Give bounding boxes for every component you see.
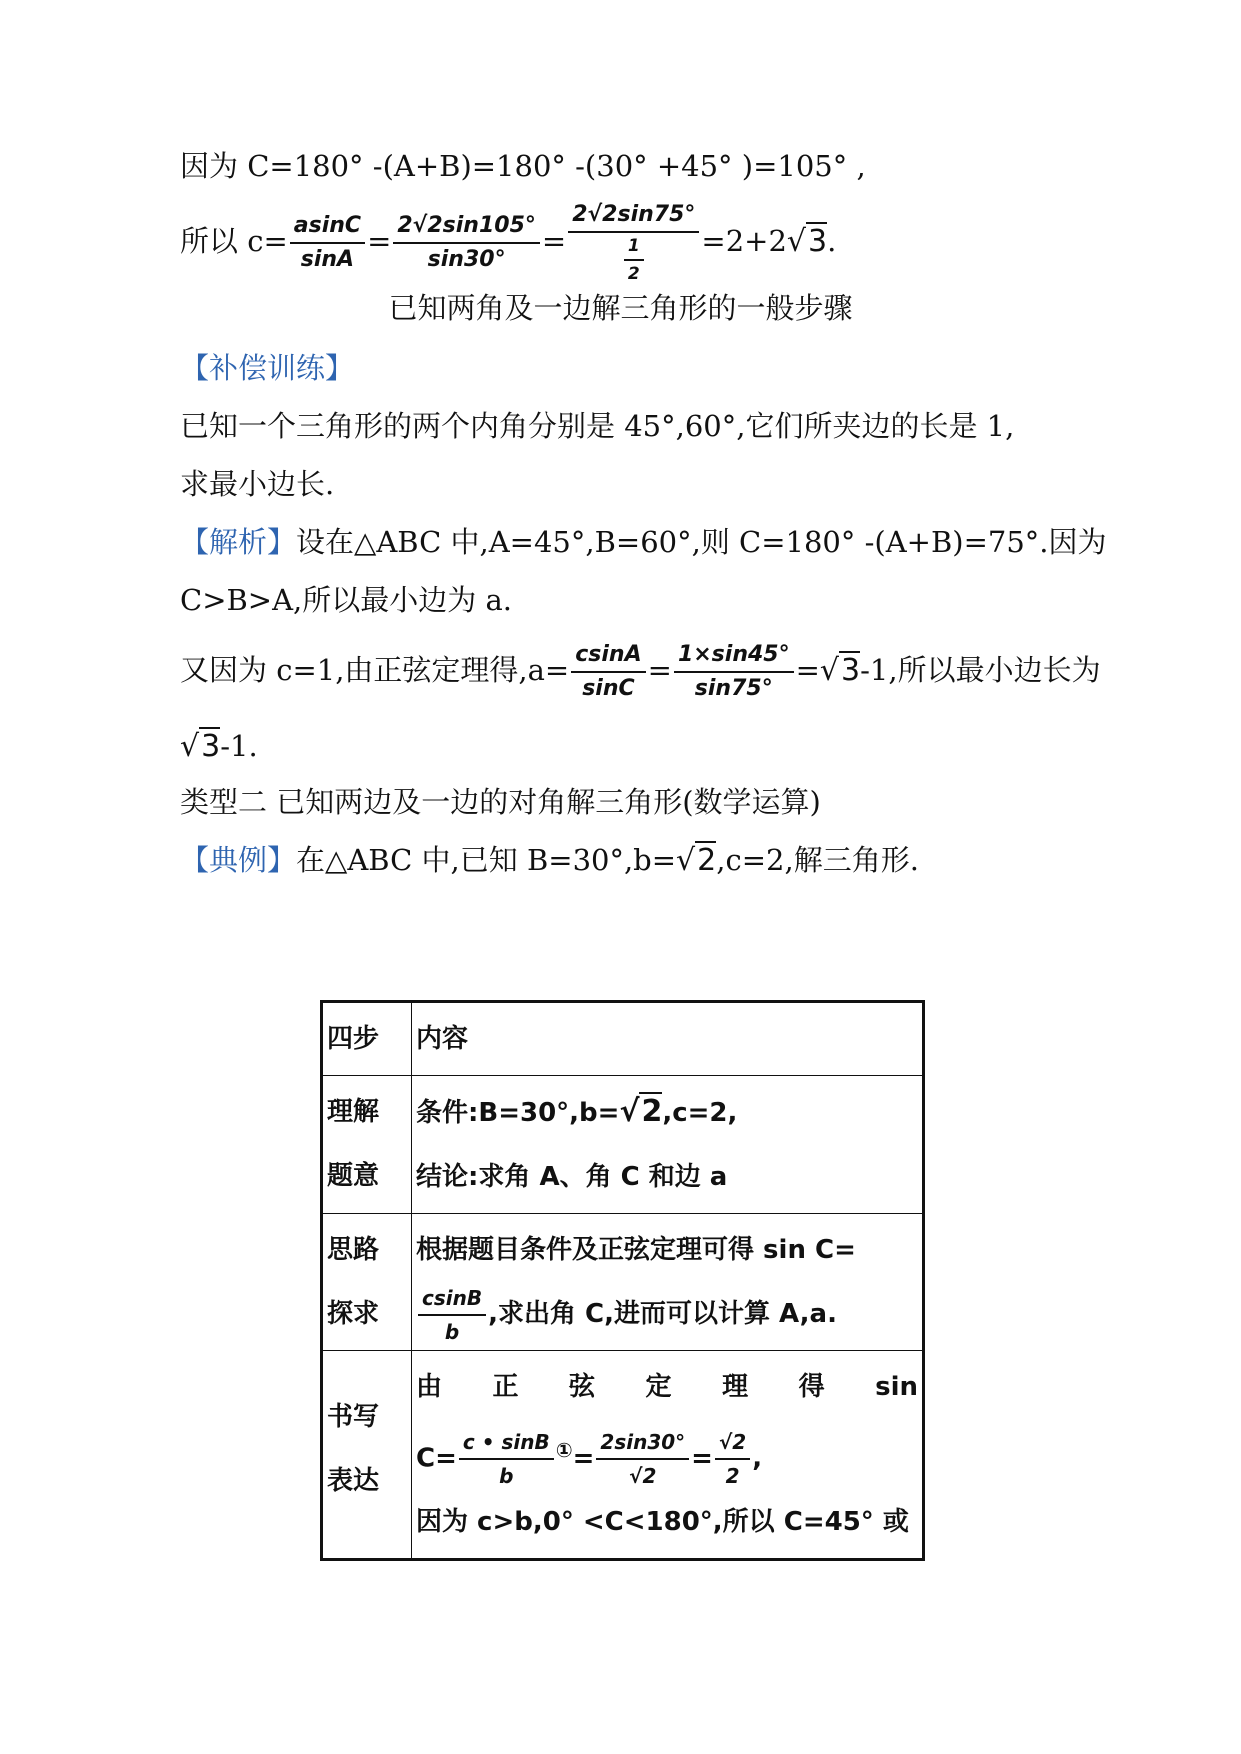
step-explore: 思路 探求 bbox=[322, 1214, 412, 1351]
justified-line bbox=[416, 1355, 918, 1419]
word-3: 定 bbox=[645, 1372, 672, 1402]
step-understand: 理解 题意 bbox=[322, 1076, 412, 1214]
fraction-csinb-b: $\frac{c • \sin B}{b}$ bbox=[459, 1429, 554, 1489]
sqrt-3: √3 bbox=[819, 653, 861, 688]
word-0: 由 bbox=[416, 1372, 443, 1402]
analysis-line-1: 【解析】设在△ABC 中,A=45°,B=60°,则 C=180° -(A+B)=75°.因为 bbox=[180, 525, 1107, 559]
compensation-label: 【补偿训练】 bbox=[180, 351, 355, 385]
result-prefix: =2+2 bbox=[701, 224, 787, 258]
content-express: 由 正 弦 定 理 得 sin C= $\frac{c • \sin B}{b}$ ①= $\frac{2\sin 30^\circ}{√2}$ = $\frac{√2}{2}$ , 因为 c>b,0° <C<180°,所以 C=45° 或 bbox=[412, 1351, 924, 1560]
problem-line-2: 求最小边长. bbox=[180, 467, 335, 501]
table-row bbox=[322, 1351, 924, 1560]
table-row bbox=[322, 1076, 924, 1214]
analysis-line-4: √3-1. bbox=[180, 729, 258, 764]
analysis-label: 【解析】 bbox=[180, 525, 297, 559]
word-6: sin bbox=[875, 1372, 918, 1402]
text-line-c-value: 所以 c= $\frac{asinC}{\sin A}$ = $\frac{2√2\sin 105^\circ}{\sin 30^\circ}$ = $\frac{2√2\sin 75^\circ}{\frac{1}{2}}$ =2+2√3. bbox=[180, 202, 837, 284]
table-row bbox=[322, 1002, 924, 1076]
analysis-line-2: C>B>A,所以最小边为 a. bbox=[180, 583, 512, 617]
fraction-2root2sin75: $\frac{2√2\sin 75^\circ}{\frac{1}{2}}$ bbox=[568, 202, 699, 284]
text-line-angle-c: 因为 C=180° -(A+B)=180° -(30° +45° )=105° , bbox=[180, 149, 866, 183]
header-content: 内容 bbox=[412, 1002, 924, 1076]
four-steps-table bbox=[320, 1000, 925, 1561]
sqrt-3: √3 bbox=[786, 224, 828, 259]
sqrt-2: √2 bbox=[619, 1094, 663, 1129]
fraction-csina: $\frac{csinA}{\sin C}$ bbox=[571, 642, 645, 702]
example-line: 【典例】在△ABC 中,已知 B=30°,b=√2,c=2,解三角形. bbox=[180, 843, 919, 878]
circled-one: ① bbox=[555, 1438, 573, 1462]
word-2: 弦 bbox=[569, 1372, 596, 1402]
problem-line-1: 已知一个三角形的两个内角分别是 45°,60°,它们所夹边的长是 1, bbox=[180, 409, 1015, 443]
example-label: 【典例】 bbox=[180, 843, 297, 877]
type-two-heading: 类型二 已知两边及一边的对角解三角形(数学运算) bbox=[180, 785, 821, 819]
c-prefix: 所以 c= bbox=[180, 224, 288, 258]
analysis-line-3: 又因为 c=1,由正弦定理得,a= $\frac{csinA}{\sin C}$ = $\frac{1\times\sin 45^\circ}{\sin 75^\circ}$ =√3-1,所以最小边长为 bbox=[180, 642, 1101, 701]
fraction-sin45: $\frac{1\times\sin 45^\circ}{\sin 75^\circ}$ bbox=[674, 642, 794, 702]
word-1: 正 bbox=[492, 1372, 519, 1402]
step-express: 书写 表达 bbox=[322, 1351, 412, 1560]
word-5: 得 bbox=[798, 1372, 825, 1402]
word-4: 理 bbox=[722, 1372, 749, 1402]
fraction-root2-over-2: $\frac{√2}{2}$ bbox=[715, 1429, 750, 1489]
section-heading: 已知两角及一边解三角形的一般步骤 bbox=[388, 291, 853, 325]
content-understand: 条件:B=30°,b=√2,c=2, 结论:求角 A、角 C 和边 a bbox=[412, 1076, 924, 1214]
fraction-asinc: $\frac{asinC}{\sin A}$ bbox=[290, 213, 365, 273]
header-step: 四步 bbox=[322, 1002, 412, 1076]
fraction-2root2sin105: $\frac{2√2\sin 105^\circ}{\sin 30^\circ}$ bbox=[393, 213, 540, 273]
content-explore: 根据题目条件及正弦定理可得 sin C= $\frac{csinB}{b}$ ,求出角 C,进而可以计算 A,a. bbox=[412, 1214, 924, 1351]
sqrt-3: √3 bbox=[180, 729, 221, 764]
fraction-csinb: $\frac{csinB}{b}$ bbox=[418, 1285, 486, 1345]
table-row bbox=[322, 1214, 924, 1351]
fraction-2sin30: $\frac{2\sin 30^\circ}{√2}$ bbox=[596, 1429, 689, 1489]
sqrt-2: √2 bbox=[676, 843, 717, 878]
